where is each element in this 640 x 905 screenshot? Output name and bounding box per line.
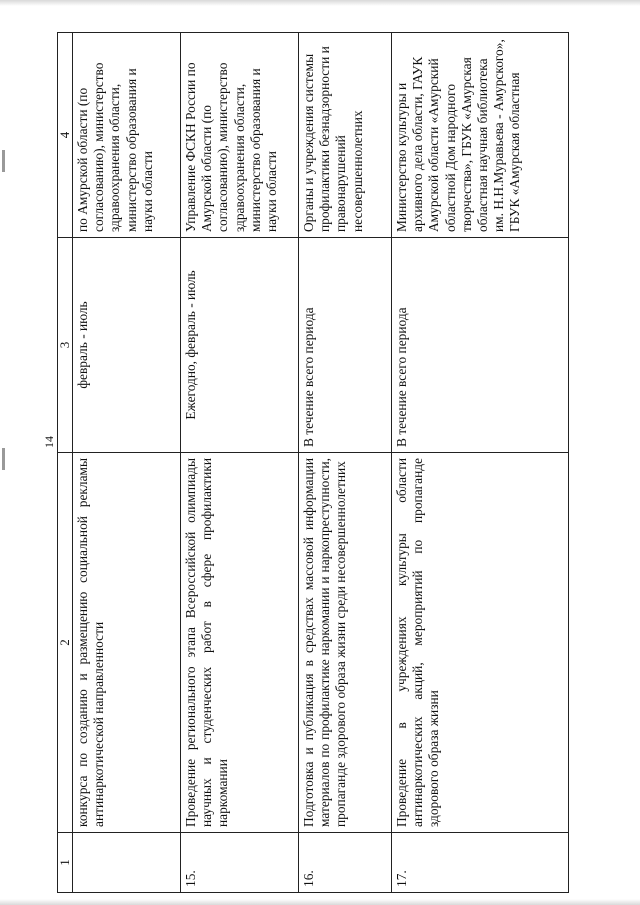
row-period: В течение всего периода: [299, 238, 392, 453]
scan-edge-bottom: [0, 899, 640, 905]
margin-mark: [2, 448, 5, 470]
row-executors: Министерство культуры и архивного дела области, ГАУК Амурской области «Амурский областной Дом народного творчества», ГБУК «Амурская областная научная библиотека им. Н.Н.Муравьева - Амурского», ГБУК «Амурская областная: [392, 33, 569, 238]
table-row: [73, 33, 181, 893]
scan-edge-top: [0, 0, 640, 6]
header-cell-1: 1: [58, 833, 73, 893]
row-number: [73, 833, 181, 893]
table-row: [392, 33, 569, 893]
row-event: Проведение в учреждениях культуры области антинаркотических акций, мероприятий по пропаганде здорового образа жизни: [392, 453, 569, 833]
events-table: [57, 32, 569, 893]
margin-mark: [2, 150, 5, 172]
row-period: В течение всего периода: [392, 238, 569, 453]
row-executors: Управление ФСКН России по Амурской области (по согласованию), министерство здравоохранения области, министерство образования и науки области: [181, 33, 299, 238]
row-executors: по Амурской области (по согласованию), министерство здравоохранения области, министерство образования и науки области: [73, 33, 181, 238]
header-cell-4: 4: [58, 33, 73, 238]
row-number: 17.: [392, 833, 569, 893]
header-cell-3: 3: [58, 238, 73, 453]
table-header-row: [58, 33, 73, 893]
row-executors: Органы и учреждения системы профилактики безнадзорности и правонарушений несовершеннолетних: [299, 33, 392, 238]
page-number: 14: [42, 436, 56, 448]
row-number: 16.: [299, 833, 392, 893]
row-period: Ежегодно, февраль - июль: [181, 238, 299, 453]
row-event: Проведение регионального этапа Всероссийской олимпиады научных и студенческих работ в сфере профилактики наркомании: [181, 453, 299, 833]
table-row: [299, 33, 392, 893]
row-event: конкурса по созданию и размещению социальной рекламы антинаркотической направленности: [73, 453, 181, 833]
rotated-document-table: [57, 33, 557, 893]
row-period: февраль - июль: [73, 238, 181, 453]
row-event: Подготовка и публикация в средствах массовой информации материалов по профилактике наркомании и наркопреступности, пропаганде здорового образа жизни среди несовершеннолетних: [299, 453, 392, 833]
table-row: [181, 33, 299, 893]
row-number: 15.: [181, 833, 299, 893]
header-cell-2: 2: [58, 453, 73, 833]
